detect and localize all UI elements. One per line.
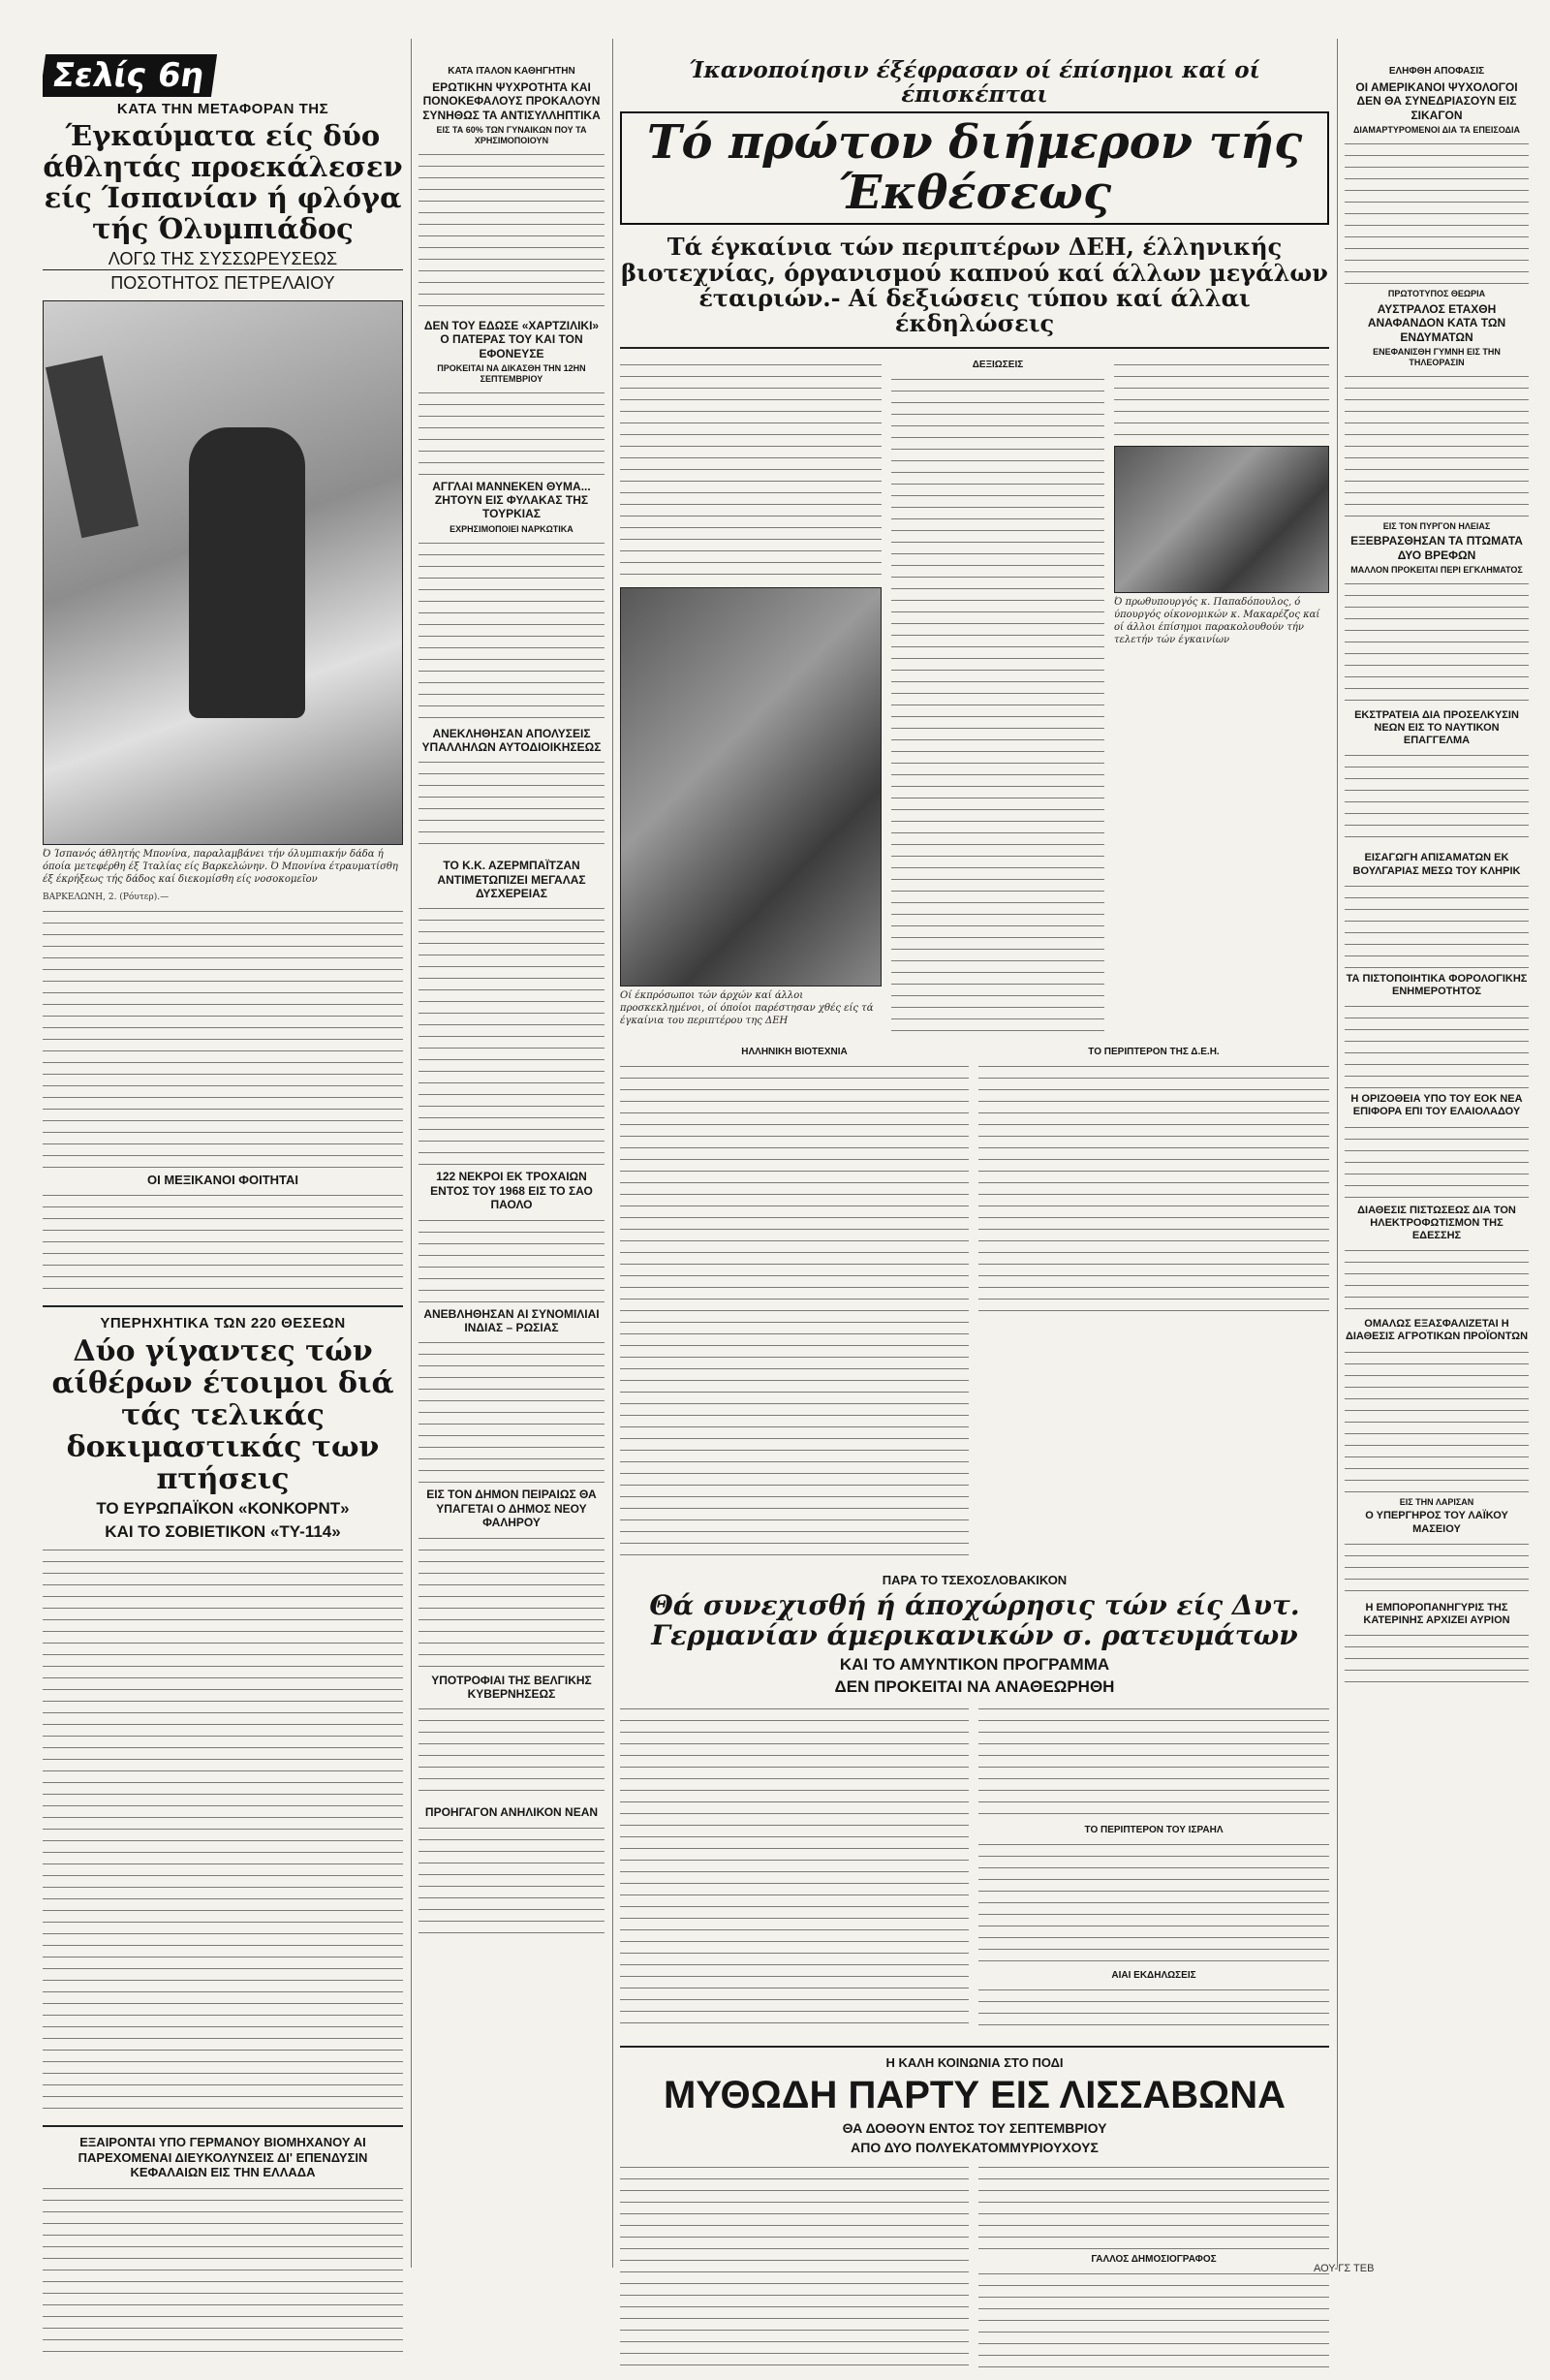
article-body [43, 2184, 403, 2359]
article-subhead: ΑΠΟ ΔΥΟ ΠΟΛΥΕΚΑΤΟΜΜΥΡΙΟΥΧΟΥΣ [851, 2140, 1099, 2156]
article-body [1345, 1002, 1529, 1089]
main-deck: Τά έγκαίνια τών περιπτέρων ΔΕΗ, έλληνικής βιοτεχνίας, όργανισμού καπνού καί άλλων μεγάλων έταιριών.- Αί δεξιώσεις τύπου καί άλλαι έκδηλώσεις [621, 233, 1328, 338]
article-body [1345, 882, 1529, 969]
article-body [418, 1216, 604, 1303]
center-column [620, 39, 1329, 2380]
article-body [891, 375, 1104, 1034]
article-headline: 122 ΝΕΚΡΟΙ ΕΚ ΤΡΟΧΑΙΩΝ ΕΝΤΟΣ ΤΟΥ 1968 ΕΙΣ ΤΟ ΣΑΟ ΠΑΟΛΟ [430, 1170, 593, 1212]
article-body [978, 1062, 1329, 1314]
article-kicker: ΠΑΡΑ ΤΟ ΤΣΕΧΟΣΛΟΒΑΚΙΚΟΝ [882, 1572, 1068, 1587]
article-body [1345, 1348, 1529, 1493]
article-kicker: ΚΑΤΑ ΤΗΝ ΜΕΤΑΦΟΡΑΝ ΤΗΣ [116, 101, 329, 117]
article-subhead: ΓΑΛΛΟΣ ΔΗΜΟΣΙΟΓΡΑΦΟΣ [1091, 2253, 1217, 2265]
article-headline: ΔΕΝ ΤΟΥ ΕΔΩΣΕ «ΧΑΡΤΖΙΛΙΚΙ» Ο ΠΑΤΕΡΑΣ ΤΟΥ ΚΑΙ ΤΟΝ ΕΦΟΝΕΥΣΕ [423, 318, 600, 360]
article-headline: Η ΟΡΙΖΟΘΕΙΑ ΥΠΟ ΤΟΥ ΕΟΚ ΝΕΑ ΕΠΙΦΟΡΑ ΕΠΙ ΤΟΥ ΕΛΑΙΟΛΑΔΟΥ [1350, 1093, 1523, 1118]
article-subhead: ΠΡΟΚΕΙΤΑΙ ΝΑ ΔΙΚΑΣΘΗ ΤΗΝ 12ΗΝ ΣΕΠΤΕΜΒΡΙΟΥ [437, 362, 586, 384]
article-headline: ΕΙΣ ΤΟΝ ΔΗΜΟΝ ΠΕΙΡΑΙΩΣ ΘΑ ΥΠΑΓΕΤΑΙ Ο ΔΗΜΟΣ ΝΕΟΥ ΦΑΛΗΡΟΥ [426, 1488, 597, 1530]
officials-photo [620, 587, 882, 986]
photo-caption: Ό πρωθυπουργός κ. Παπαδόπουλος, ό ύπουργός οίκονομικών κ. Μακαρέζος καί οί άλλοι έπίσημοι παρακολουθούν τήν τελετήν τών έγκαινίων [1114, 597, 1320, 645]
page-number-badge: Σελίς 6η [43, 54, 217, 97]
article-subhead: ΚΑΙ ΤΟ ΣΟΒΙΕΤΙΚΟΝ «ΤΥ-114» [105, 1521, 341, 1541]
flag-shape [46, 355, 139, 538]
article-body [418, 389, 604, 476]
article-body [43, 1546, 403, 2117]
article-subhead: ΤΟ ΠΕΡΙΠΤΕΡΟΝ ΤΟΥ ΙΣΡΑΗΛ [1084, 1824, 1224, 1835]
article-subhead: ΟΙ ΜΕΞΙΚΑΝΟΙ ΦΟΙΤΗΤΑΙ [146, 1172, 298, 1187]
article-body [43, 1191, 403, 1298]
article-headline: ΤΑ ΠΙΣΤΟΠΟΙΗΤΙΚΑ ΦΟΡΟΛΟΓΙΚΗΣ ΕΝΗΜΕΡΟΤΗΤΟΣ [1346, 972, 1528, 998]
article-kicker: Η ΚΑΛΗ ΚΟΙΝΩΝΙΑ ΣΤΟ ΠΟΔΙ [885, 2054, 1064, 2070]
article-headline: ΕΡΩΤΙΚΗΝ ΨΥΧΡΟΤΗΤΑ ΚΑΙ ΠΟΝΟΚΕΦΑΛΟΥΣ ΠΡΟΚΑΛΟΥΝ ΣΥΝΗΘΩΣ ΤΑ ΑΝΤΙΣΥΛΛΗΠΤΙΚΑ [422, 80, 601, 122]
article-body [978, 1840, 1329, 1966]
main-headline: Τό πρώτον διήμερον τής Έκθέσεως [620, 111, 1329, 226]
article-headline: ΑΓΓΛΑΙ ΜΑΝΝΕΚΕΝ ΘΥΜΑ... ΖΗΤΟΥΝ ΕΙΣ ΦΥΛΑΚΑΣ ΤΗΣ ΤΟΥΡΚΙΑΣ [432, 479, 591, 521]
center-bottom-right [978, 2159, 1329, 2380]
article-subhead: ΑΙΑΙ ΕΚΔΗΛΩΣΕΙΣ [1111, 1969, 1196, 1981]
photo-caption: Οί έκπρόσωποι τών άρχών καί άλλοι προσκεκλημένοι, οί όποίοι παρέστησαν χθές είς τά έγκαίνια του περιπτέρου της ΔΕΗ [620, 989, 874, 1026]
article-body [620, 2163, 969, 2376]
article-body [418, 904, 604, 1166]
column-rule [411, 39, 412, 2268]
athlete-figure [189, 427, 305, 718]
article-kicker: ΕΙΣ ΤΟΝ ΠΥΡΓΟΝ ΗΛΕΙΑΣ [1382, 520, 1491, 531]
article-body [1345, 1540, 1529, 1598]
article-subhead: ΤΟ ΠΕΡΙΠΤΕΡΟΝ ΤΗΣ Δ.Ε.Η. [1088, 1046, 1220, 1057]
article-headline: ΔΙΑΘΕΣΙΣ ΠΙΣΤΩΣΕΩΣ ΔΙΑ ΤΟΝ ΗΛΕΚΤΡΟΦΩΤΙΣΜΟΝ ΤΗΣ ΕΔΕΣΣΗΣ [1357, 1204, 1516, 1241]
article-subhead: ΕΧΡΗΣΙΜΟΠΟΙΕΙ ΝΑΡΚΩΤΙΚΑ [450, 523, 574, 534]
article-headline: Έγκαύματα είς δύο άθλητάς προεκάλεσεν είς Ίσπανίαν ή φλόγα τής Όλυμπιάδος [43, 119, 403, 245]
second-column [418, 39, 604, 1944]
article-body [1345, 372, 1529, 517]
article-body [978, 1705, 1329, 1821]
article-body [620, 1705, 969, 2024]
article-headline: Ο ΥΠΕΡΓΗΡΟΣ ΤΟΥ ΛΑΪΚΟΥ ΜΑΣΕΙΟΥ [1365, 1510, 1508, 1535]
article-headline: ΕΙΣΑΓΩΓΗ ΑΠΙΣΑΜΑΤΩΝ ΕΚ ΒΟΥΛΓΑΡΙΑΣ ΜΕΣΩ ΤΟΥ ΚΛΗΡΙΚ [1352, 852, 1521, 877]
column-rule [1337, 39, 1338, 2268]
article-headline: ΕΚΣΤΡΑΤΕΙΑ ΔΙΑ ΠΡΟΣΕΛΚΥΣΙΝ ΝΕΩΝ ΕΙΣ ΤΟ ΝΑΥΤΙΚΟΝ ΕΠΑΓΓΕΛΜΑ [1354, 708, 1519, 747]
center-bottom-row [620, 2159, 1329, 2380]
right-column [1345, 39, 1529, 1693]
article-body [43, 907, 403, 1169]
article-subhead: ΛΟΓΩ ΤΗΣ ΣΥΣΣΩΡΕΥΣΕΩΣ [43, 249, 403, 271]
article-subhead: ΠΟΣΟΤΗΤΟΣ ΠΕΤΡΕΛΑΙΟΥ [110, 273, 335, 294]
section-divider [43, 1305, 403, 1307]
article-body [1345, 1246, 1529, 1314]
article-subhead: ΗΛΛΗΝΙΚΗ ΒΙΟΤΕΧΝΙΑ [741, 1046, 848, 1057]
article-subhead: ΔΕΞΙΩΣΕΙΣ [972, 359, 1024, 370]
printer-mark: ΑΟΥ-ΓΣ ΤΕΒ [1314, 2263, 1375, 2274]
article-headline: ΑΥΣΤΡΑΛΟΣ ΕΤΑΧΘΗ ΑΝΑΦΑΝΔΟΝ ΚΑΤΑ ΤΩΝ ΕΝΔΥΜΑΤΩΝ [1367, 301, 1506, 344]
article-body [418, 539, 604, 723]
article-body [418, 758, 604, 855]
torch-photo [43, 300, 403, 845]
article-headline: ΤΟ Κ.Κ. ΑΖΕΡΜΠΑΪΤΖΑΝ ΑΝΤΙΜΕΤΩΠΙΖΕΙ ΜΕΓΑΛΑΣ ΔΥΣΧΕΡΕΙΑΣ [437, 859, 586, 901]
article-headline: ΕΞΕΒΡΑΣΘΗΣΑΝ ΤΑ ΠΤΩΜΑΤΑ ΔΥΟ ΒΡΕΦΩΝ [1350, 534, 1523, 562]
article-body [418, 1705, 604, 1801]
article-headline: Η ΕΜΠΟΡΟΠΑΝΗΓΥΡΙΣ ΤΗΣ ΚΑΤΕΡΙΝΗΣ ΑΡΧΙΖΕΙ ΑΥΡΙΟΝ [1363, 1601, 1510, 1626]
article-body [418, 1338, 604, 1484]
photo-caption: Ό Ίσπανός άθλητής Μπονίνα, παραλαμβάνει τήν όλυμπιακήν δάδα ή όποία μετεφέρθη έξ Ίταλίας είς Βαρκελώνην. Ό Μπονίνα έτραυματίσθη έξ έκρήξεως τής δάδος καί διεκομίσθη είς νοσοκομεῖον [43, 848, 398, 885]
article-body [1345, 579, 1529, 705]
section-divider [620, 2046, 1329, 2048]
center-lower-right [978, 1044, 1329, 1570]
article-kicker: Ίκανοποίησιν έξέφρασαν οί έπίσημοι καί οί έπισκέπται [689, 57, 1260, 109]
left-column [43, 39, 403, 2363]
center-photo-block [1114, 446, 1329, 652]
article-headline: ΜΥΘΩΔΗ ΠΑΡΤΥ ΕΙΣ ΛΙΣΣΑΒΩΝΑ [664, 2074, 1286, 2117]
article-kicker: ΠΡΩΤΟΤΥΠΟΣ ΘΕΩΡΙΑ [1387, 288, 1486, 298]
article-subhead: ΔΙΑΜΑΡΤΥΡΟΜΕΝΟΙ ΔΙΑ ΤΑ ΕΠΕΙΣΟΔΙΑ [1352, 125, 1521, 136]
column-rule [612, 39, 613, 2268]
article-headline: ΑΝΕΒΛΗΘΗΣΑΝ ΑΙ ΣΥΝΟΜΙΛΙΑΙ ΙΝΔΙΑΣ – ΡΩΣΙΑΣ [423, 1306, 600, 1335]
article-subhead: ΜΑΛΛΟΝ ΠΡΟΚΕΙΤΑΙ ΠΕΡΙ ΕΓΚΛΗΜΑΤΟΣ [1350, 565, 1523, 576]
article-kicker: ΕΙΣ ΤΗΝ ΛΑΡΙΣΑΝ [1399, 1496, 1474, 1507]
article-headline: ΑΝΕΚΛΗΘΗΣΑΝ ΑΠΟΛΥΣΕΙΣ ΥΠΑΛΛΗΛΩΝ ΑΥΤΟΔΙΟΙΚΗΣΕΩΣ [421, 726, 602, 754]
center-text-a [620, 357, 882, 1038]
section-divider [43, 2125, 403, 2127]
article-kicker: ΥΠΕΡΗΧΗΤΙΚΑ ΤΩΝ 220 ΘΕΣΕΩΝ [100, 1315, 346, 1332]
center-lower-left [620, 1044, 969, 1570]
article-headline: ΟΙ ΑΜΕΡΙΚΑΝΟΙ ΨΥΧΟΛΟΓΟΙ ΔΕΝ ΘΑ ΣΥΝΕΔΡΙΑΣΟΥΝ ΕΙΣ ΣΙΚΑΓΟΝ [1355, 80, 1518, 122]
article-body [1345, 140, 1529, 285]
article-body [978, 1986, 1329, 2034]
center-middle-row [620, 1701, 1329, 2038]
article-subhead: ΔΕΝ ΠΡΟΚΕΙΤΑΙ ΝΑ ΑΝΑΘΕΩΡΗΘΗ [834, 1677, 1115, 1697]
prime-minister-photo [1114, 446, 1329, 593]
article-headline: Δύο γίγαντες τών αίθέρων έτοιμοι διά τάς τελικάς δοκιμαστικάς των πτήσεις [51, 1334, 394, 1497]
article-body [620, 360, 882, 583]
article-body [418, 1534, 604, 1670]
article-body [1345, 1631, 1529, 1689]
article-headline: Θά συνεχισθή ή άποχώρησις τών είς Δυτ. Γερμανίαν άμερικανικών σ. ρατευμάτων [649, 1589, 1300, 1652]
section-divider [620, 347, 1329, 349]
article-headline: ΟΜΑΛΩΣ ΕΞΑΣΦΑΛΙΖΕΤΑΙ Η ΔΙΑΘΕΣΙΣ ΑΓΡΟΤΙΚΩΝ ΠΡΟΪΟΝΤΩΝ [1345, 1318, 1529, 1343]
article-body [1345, 751, 1529, 848]
center-middle-right [978, 1701, 1329, 2038]
article-subhead: ΤΟ ΕΥΡΩΠΑΪΚΟΝ «ΚΟΝΚΟΡΝΤ» [96, 1499, 350, 1519]
article-body [418, 1824, 604, 1940]
center-text-b [891, 357, 1104, 1038]
article-kicker: ΕΛΗΦΘΗ ΑΠΟΦΑΣΙΣ [1388, 66, 1485, 77]
article-headline: ΠΡΟΗΓΑΓΟΝ ΑΝΗΛΙΚΟΝ ΝΕΑΝ [424, 1805, 599, 1820]
article-kicker: ΚΑΤΑ ΙΤΑΛΟΝ ΚΑΘΗΓΗΤΗΝ [448, 66, 575, 77]
article-body [1345, 1123, 1529, 1201]
article-subhead: ΕΝΕΦΑΝΙΣΘΗ ΓΥΜΝΗ ΕΙΣ ΤΗΝ ΤΗΛΕΟΡΑΣΙΝ [1373, 346, 1501, 367]
article-body [978, 2270, 1329, 2376]
article-body [620, 1062, 969, 1566]
article-body [418, 150, 604, 315]
article-headline: ΥΠΟΤΡΟΦΙΑΙ ΤΗΣ ΒΕΛΓΙΚΗΣ ΚΥΒΕΡΝΗΣΕΩΣ [431, 1673, 592, 1701]
dateline: ΒΑΡΚΕΛΩΝΗ, 2. (Ρόυτερ).— [43, 892, 170, 902]
center-lower-row [620, 1044, 1329, 1570]
article-subhead: ΕΙΣ ΤΑ 60% ΤΩΝ ΓΥΝΑΙΚΩΝ ΠΟΥ ΤΑ ΧΡΗΣΙΜΟΠΟΙΟΥΝ [436, 125, 587, 145]
article-subhead: ΚΑΙ ΤΟ ΑΜΥΝΤΙΚΟΝ ΠΡΟΓΡΑΜΜΑ [839, 1654, 1110, 1674]
article-subhead: ΘΑ ΔΟΘΟΥΝ ΕΝΤΟΣ ΤΟΥ ΣΕΠΤΕΜΒΡΙΟΥ [842, 2120, 1107, 2137]
article-body [978, 2163, 1329, 2250]
article-headline: ΕΞΑΙΡΟΝΤΑΙ ΥΠΟ ΓΕΡΜΑΝΟΥ ΒΙΟΜΗΧΑΝΟΥ ΑΙ ΠΑΡΕΧΟΜΕΝΑΙ ΔΙΕΥΚΟΛΥΝΣΕΙΣ ΔΙ' ΕΠΕΝΔΥΣΙΝ ΚΕΦΑΛΑΙΩΝ ΕΙΣ ΤΗΝ ΕΛΛΑΔΑ [78, 2135, 368, 2180]
